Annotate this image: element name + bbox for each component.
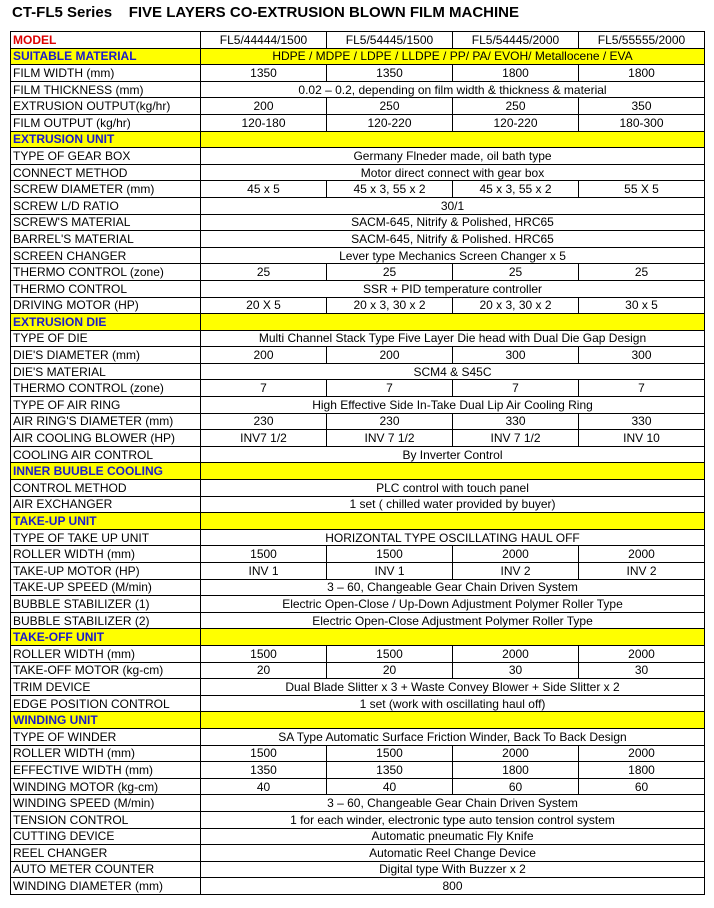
spec-row: [11, 297, 705, 314]
section-row: [11, 712, 705, 729]
spec-value: 200: [201, 98, 327, 115]
section-row: [11, 629, 705, 646]
spec-value: 1350: [201, 762, 327, 779]
spec-table-body: [11, 32, 705, 895]
section-row: [11, 48, 705, 65]
spec-value: [201, 463, 705, 480]
spec-value: 2000: [453, 546, 579, 563]
spec-label: TYPE OF WINDER: [11, 728, 201, 745]
spec-row: [11, 197, 705, 214]
spec-value: 40: [201, 778, 327, 795]
spec-value: 200: [201, 347, 327, 364]
spec-label: FILM THICKNESS (mm): [11, 81, 201, 98]
spec-row: [11, 446, 705, 463]
series-name: CT-FL5 Series: [12, 4, 113, 21]
spec-label: AIR EXCHANGER: [11, 496, 201, 513]
spec-row: [11, 347, 705, 364]
spec-row: [11, 98, 705, 115]
spec-value: SACM-645, Nitrify & Polished, HRC65: [201, 214, 705, 231]
spec-value: 330: [579, 413, 705, 430]
spec-row: [11, 612, 705, 629]
spec-value: 800: [201, 878, 705, 895]
model-name: FL5/55555/2000: [579, 32, 705, 49]
spec-value: 30 x 5: [579, 297, 705, 314]
section-label: EXTRUSION UNIT: [11, 131, 201, 148]
spec-value: 1500: [327, 745, 453, 762]
spec-row: [11, 778, 705, 795]
spec-row: [11, 596, 705, 613]
spec-row: [11, 563, 705, 580]
spec-value: Electric Open-Close / Up-Down Adjustment Polymer Roller Type: [201, 596, 705, 613]
spec-value: 45 x 3, 55 x 2: [453, 181, 579, 198]
spec-row: [11, 430, 705, 447]
spec-row: [11, 695, 705, 712]
spec-label: MODEL: [11, 32, 201, 49]
spec-value: [201, 712, 705, 729]
spec-value: 2000: [579, 546, 705, 563]
spec-value: Dual Blade Slitter x 3 + Waste Convey Blower + Side Slitter x 2: [201, 679, 705, 696]
spec-row: [11, 148, 705, 165]
spec-row: [11, 181, 705, 198]
spec-value: 1350: [201, 65, 327, 82]
spec-value: 1500: [327, 546, 453, 563]
spec-value: 2000: [453, 645, 579, 662]
spec-label: DIE'S DIAMETER (mm): [11, 347, 201, 364]
spec-value: 230: [201, 413, 327, 430]
spec-value: 25: [579, 264, 705, 281]
spec-value: [201, 314, 705, 331]
spec-value: 60: [579, 778, 705, 795]
spec-row: [11, 164, 705, 181]
spec-value: Lever type Mechanics Screen Changer x 5: [201, 247, 705, 264]
spec-row: [11, 114, 705, 131]
spec-label: BARREL'S MATERIAL: [11, 231, 201, 248]
spec-value: Digital type With Buzzer x 2: [201, 861, 705, 878]
spec-value: 330: [453, 413, 579, 430]
spec-value: 1 set ( chilled water provided by buyer): [201, 496, 705, 513]
section-label: INNER BUUBLE COOLING: [11, 463, 201, 480]
spec-row: [11, 330, 705, 347]
spec-row: [11, 745, 705, 762]
spec-row: [11, 363, 705, 380]
spec-value: 7: [327, 380, 453, 397]
spec-value: 250: [453, 98, 579, 115]
spec-value: INV 7 1/2: [453, 430, 579, 447]
spec-value: 2000: [579, 645, 705, 662]
spec-row: [11, 845, 705, 862]
spec-value: 230: [327, 413, 453, 430]
spec-row: [11, 247, 705, 264]
spec-value: 25: [453, 264, 579, 281]
spec-label: SCREEN CHANGER: [11, 247, 201, 264]
spec-row: [11, 679, 705, 696]
spec-label: TENSION CONTROL: [11, 811, 201, 828]
section-label: SUITABLE MATERIAL: [11, 48, 201, 65]
spec-value: 180-300: [579, 114, 705, 131]
spec-value: 200: [327, 347, 453, 364]
spec-value: INV 2: [453, 563, 579, 580]
spec-label: THERMO CONTROL: [11, 280, 201, 297]
spec-value: By Inverter Control: [201, 446, 705, 463]
spec-label: WINDING MOTOR (kg-cm): [11, 778, 201, 795]
spec-value: PLC control with touch panel: [201, 480, 705, 497]
spec-value: INV 2: [579, 563, 705, 580]
spec-value: INV7 1/2: [201, 430, 327, 447]
spec-value: 7: [201, 380, 327, 397]
spec-value: 120-220: [327, 114, 453, 131]
spec-label: TYPE OF TAKE UP UNIT: [11, 529, 201, 546]
spec-value: 300: [579, 347, 705, 364]
section-row: [11, 314, 705, 331]
spec-row: [11, 280, 705, 297]
spec-row: [11, 413, 705, 430]
spec-value: 30/1: [201, 197, 705, 214]
spec-row: [11, 214, 705, 231]
spec-table: [10, 31, 705, 895]
spec-row: [11, 81, 705, 98]
spec-value: 7: [453, 380, 579, 397]
spec-value: 1800: [579, 762, 705, 779]
spec-value: 1800: [579, 65, 705, 82]
spec-label: AIR COOLING BLOWER (HP): [11, 430, 201, 447]
spec-value: 300: [453, 347, 579, 364]
spec-value: 25: [327, 264, 453, 281]
spec-value: 1500: [327, 645, 453, 662]
spec-value: INV 1: [327, 563, 453, 580]
spec-label: THERMO CONTROL (zone): [11, 264, 201, 281]
spec-row: [11, 65, 705, 82]
spec-label: THERMO CONTROL (zone): [11, 380, 201, 397]
spec-label: FILM OUTPUT (kg/hr): [11, 114, 201, 131]
spec-row: [11, 397, 705, 414]
spec-label: CONNECT METHOD: [11, 164, 201, 181]
spec-value: SSR + PID temperature controller: [201, 280, 705, 297]
spec-value: HORIZONTAL TYPE OSCILLATING HAUL OFF: [201, 529, 705, 546]
spec-value: [201, 131, 705, 148]
spec-row: [11, 264, 705, 281]
spec-label: TRIM DEVICE: [11, 679, 201, 696]
spec-value: HDPE / MDPE / LDPE / LLDPE / PP/ PA/ EVOH/ Metallocene / EVA: [201, 48, 705, 65]
spec-value: 2000: [579, 745, 705, 762]
spec-row: [11, 662, 705, 679]
spec-value: 250: [327, 98, 453, 115]
spec-value: 0.02 – 0.2, depending on film width & thickness & material: [201, 81, 705, 98]
spec-row: [11, 728, 705, 745]
spec-label: SCREW DIAMETER (mm): [11, 181, 201, 198]
spec-value: 20: [201, 662, 327, 679]
spec-value: 20 x 3, 30 x 2: [453, 297, 579, 314]
spec-row: [11, 579, 705, 596]
spec-value: High Effective Side In-Take Dual Lip Air Cooling Ring: [201, 397, 705, 414]
spec-value: Motor direct connect with gear box: [201, 164, 705, 181]
spec-value: [201, 629, 705, 646]
spec-value: Electric Open-Close Adjustment Polymer Roller Type: [201, 612, 705, 629]
section-label: TAKE-OFF UNIT: [11, 629, 201, 646]
spec-label: SCREW L/D RATIO: [11, 197, 201, 214]
spec-label: BUBBLE STABILIZER (1): [11, 596, 201, 613]
spec-value: SA Type Automatic Surface Friction Winder, Back To Back Design: [201, 728, 705, 745]
spec-label: BUBBLE STABILIZER (2): [11, 612, 201, 629]
spec-row: [11, 762, 705, 779]
spec-label: WINDING DIAMETER (mm): [11, 878, 201, 895]
spec-value: 1 set (work with oscillating haul off): [201, 695, 705, 712]
spec-label: ROLLER WIDTH (mm): [11, 645, 201, 662]
spec-row: [11, 811, 705, 828]
spec-value: 30: [579, 662, 705, 679]
spec-value: Germany Flneder made, oil bath type: [201, 148, 705, 165]
section-row: [11, 131, 705, 148]
spec-value: Automatic Reel Change Device: [201, 845, 705, 862]
spec-value: INV 10: [579, 430, 705, 447]
spec-value: 55 X 5: [579, 181, 705, 198]
spec-value: 20 x 3, 30 x 2: [327, 297, 453, 314]
spec-value: 1500: [201, 546, 327, 563]
spec-value: INV 7 1/2: [327, 430, 453, 447]
spec-label: SCREW'S MATERIAL: [11, 214, 201, 231]
spec-row: [11, 795, 705, 812]
spec-label: EDGE POSITION CONTROL: [11, 695, 201, 712]
section-label: WINDING UNIT: [11, 712, 201, 729]
spec-value: 1 for each winder, electronic type auto tension control system: [201, 811, 705, 828]
spec-value: 3 – 60, Changeable Gear Chain Driven System: [201, 795, 705, 812]
spec-row: [11, 861, 705, 878]
section-row: [11, 463, 705, 480]
spec-label: DIE'S MATERIAL: [11, 363, 201, 380]
spec-value: 30: [453, 662, 579, 679]
spec-label: TYPE OF DIE: [11, 330, 201, 347]
spec-value: 1500: [201, 645, 327, 662]
spec-value: 350: [579, 98, 705, 115]
spec-value: 40: [327, 778, 453, 795]
spec-row: [11, 380, 705, 397]
spec-value: 1350: [327, 65, 453, 82]
model-name: FL5/54445/1500: [327, 32, 453, 49]
spec-value: 1800: [453, 762, 579, 779]
spec-label: TAKE-UP SPEED (M/min): [11, 579, 201, 596]
spec-value: Multi Channel Stack Type Five Layer Die head with Dual Die Gap Design: [201, 330, 705, 347]
spec-row: [11, 645, 705, 662]
spec-label: WINDING SPEED (M/min): [11, 795, 201, 812]
spec-value: 45 x 3, 55 x 2: [327, 181, 453, 198]
page-title: [12, 4, 519, 21]
spec-label: CONTROL METHOD: [11, 480, 201, 497]
spec-label: REEL CHANGER: [11, 845, 201, 862]
spec-label: ROLLER WIDTH (mm): [11, 745, 201, 762]
spec-row: [11, 231, 705, 248]
spec-value: 25: [201, 264, 327, 281]
spec-label: EXTRUSION OUTPUT(kg/hr): [11, 98, 201, 115]
spec-value: SCM4 & S45C: [201, 363, 705, 380]
spec-value: 120-180: [201, 114, 327, 131]
model-row: [11, 32, 705, 49]
machine-title: FIVE LAYERS CO-EXTRUSION BLOWN FILM MACHINE: [128, 4, 520, 21]
spec-value: 7: [579, 380, 705, 397]
spec-label: FILM WIDTH (mm): [11, 65, 201, 82]
spec-row: [11, 878, 705, 895]
spec-value: 2000: [453, 745, 579, 762]
spec-row: [11, 480, 705, 497]
spec-label: DRIVING MOTOR (HP): [11, 297, 201, 314]
spec-label: TYPE OF GEAR BOX: [11, 148, 201, 165]
section-label: TAKE-UP UNIT: [11, 513, 201, 530]
section-row: [11, 513, 705, 530]
spec-value: [201, 513, 705, 530]
spec-row: [11, 496, 705, 513]
model-name: FL5/44444/1500: [201, 32, 327, 49]
spec-label: ROLLER WIDTH (mm): [11, 546, 201, 563]
spec-label: AIR RING'S DIAMETER (mm): [11, 413, 201, 430]
spec-value: 120-220: [453, 114, 579, 131]
model-name: FL5/54445/2000: [453, 32, 579, 49]
spec-label: TYPE OF AIR RING: [11, 397, 201, 414]
spec-value: 45 x 5: [201, 181, 327, 198]
spec-value: INV 1: [201, 563, 327, 580]
spec-value: 1500: [201, 745, 327, 762]
spec-value: 1350: [327, 762, 453, 779]
spec-label: TAKE-UP MOTOR (HP): [11, 563, 201, 580]
spec-label: AUTO METER COUNTER: [11, 861, 201, 878]
spec-label: TAKE-OFF MOTOR (kg-cm): [11, 662, 201, 679]
spec-label: CUTTING DEVICE: [11, 828, 201, 845]
spec-label: EFFECTIVE WIDTH (mm): [11, 762, 201, 779]
spec-row: [11, 529, 705, 546]
spec-value: Automatic pneumatic Fly Knife: [201, 828, 705, 845]
spec-value: 20 X 5: [201, 297, 327, 314]
spec-value: 1800: [453, 65, 579, 82]
spec-value: 60: [453, 778, 579, 795]
spec-row: [11, 828, 705, 845]
spec-value: SACM-645, Nitrify & Polished. HRC65: [201, 231, 705, 248]
spec-label: COOLING AIR CONTROL: [11, 446, 201, 463]
spec-row: [11, 546, 705, 563]
spec-value: 3 – 60, Changeable Gear Chain Driven System: [201, 579, 705, 596]
spec-value: 20: [327, 662, 453, 679]
section-label: EXTRUSION DIE: [11, 314, 201, 331]
